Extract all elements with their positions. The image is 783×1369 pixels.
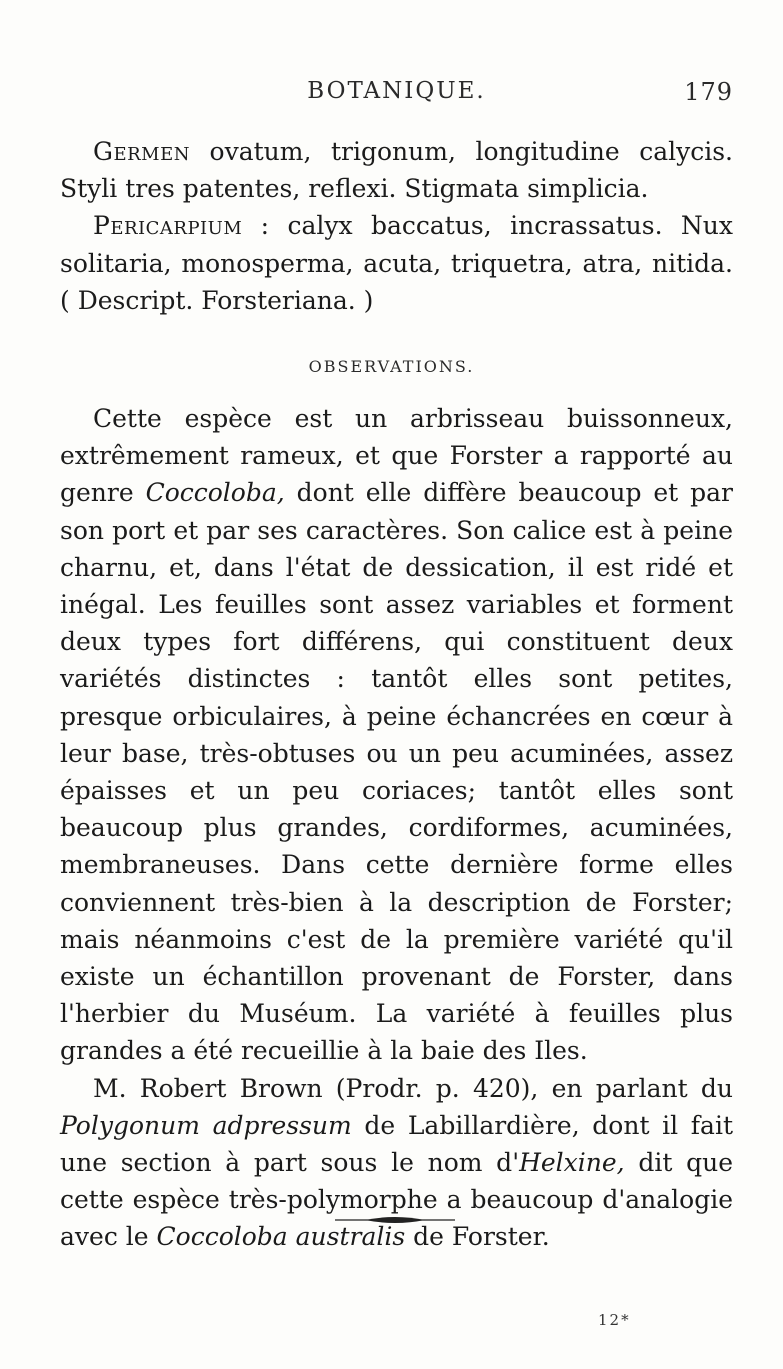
pericarpium-label: Pericarpium [93, 211, 243, 241]
observations-body [60, 400, 733, 1256]
species-description [60, 133, 733, 319]
taxon-name: Coccoloba australis [156, 1222, 406, 1252]
observation-text: M. Robert Brown (Prodr. p. 420), en parlant du [93, 1073, 733, 1103]
taxon-name: Coccoloba, [145, 478, 285, 508]
section-heading: OBSERVATIONS. [308, 357, 475, 376]
ornament-divider [335, 1213, 455, 1227]
observation-text: dit que cette espèce très-polymorphe a beaucoup d'analogie avec le [60, 1148, 733, 1252]
signature-mark: 12* [598, 1311, 631, 1329]
observation-text: de Labillardière, dont il fait une section à part sous le nom d' [60, 1110, 733, 1178]
observation-paragraph-2 [60, 1070, 733, 1256]
germen-text: ovatum, trigonum, longitudine calycis. Styli tres patentes, reflexi. Stigmata simplicia. [60, 137, 733, 204]
pericarpium-text: : calyx baccatus, incrassatus. Nux solitaria, monosperma, acuta, triquetra, atra, nitida. ( Descript. Forsteriana. ) [60, 211, 733, 315]
page-number: 179 [684, 78, 733, 106]
pericarpium-paragraph [60, 207, 733, 319]
observation-text: Cette espèce est un arbrisseau buissonneux, extrêmement rameux, et que Forster a rapporté au genre [60, 404, 733, 508]
taxon-name: Polygonum adpressum [60, 1110, 352, 1140]
page-header [60, 78, 733, 108]
observation-paragraph-1 [60, 400, 733, 1070]
taxon-name: Helxine, [519, 1148, 625, 1178]
observation-text: de Forster. [405, 1222, 550, 1252]
germen-paragraph [60, 133, 733, 207]
germen-label: Germen [93, 137, 190, 166]
observation-text: dont elle diffère beaucoup et par son port et par ses caractères. Son calice est à peine charnu, et, dans l'état de dessication, il est ridé et inégal. Les feuilles sont assez variables et forment deux types fort différens, qui constituent deux variétés distinctes : tantôt elles sont petites, presque orbiculaires, à peine échancrées en cœur à leur base, très-obtuses ou un peu acuminées, assez épaisses et un peu coriaces; tantôt elles sont beaucoup plus grandes, cordiformes, acuminées, membraneuses. Dans cette dernière forme elles conviennent très-bien à la description de Forster; mais néanmoins c'est de la première variété qu'il existe un échantillon provenant de Forster, dans l'herbier du Muséum. La variété à feuilles plus grandes a été recueillie à la baie des Iles. [60, 478, 733, 1066]
running-head: BOTANIQUE. [307, 78, 486, 104]
